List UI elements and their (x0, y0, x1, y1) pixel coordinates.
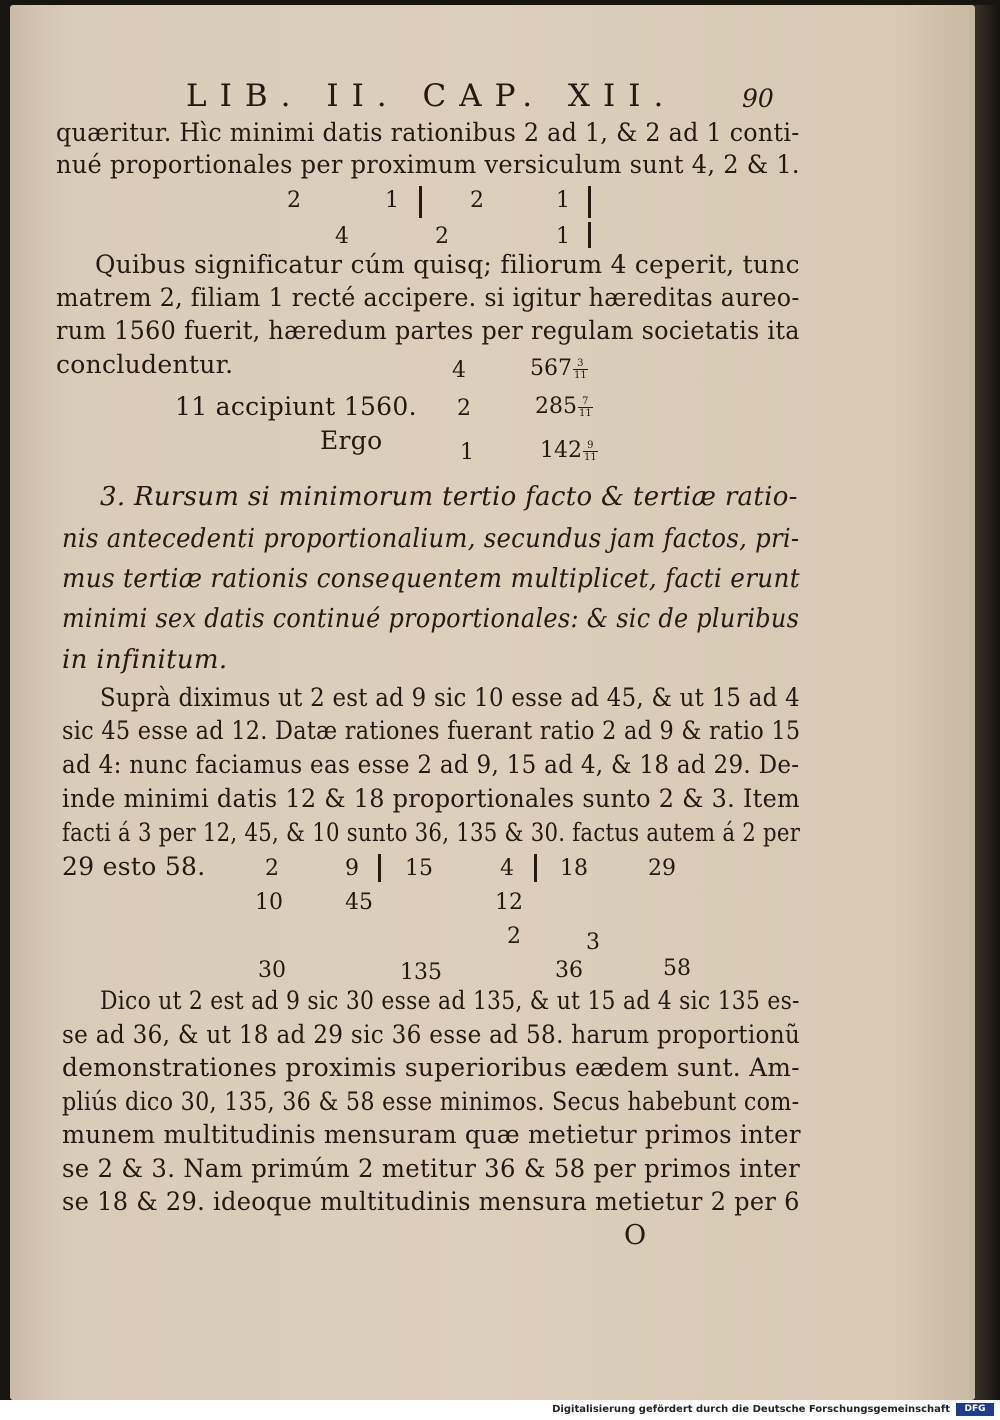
proposition-line: 3. Rursum si minimorum tertio facto & tertiæ ratio- (100, 482, 798, 512)
scheme-number: 45 (345, 890, 373, 915)
scheme-number: 36 (555, 958, 583, 983)
ergo-label: Ergo (320, 426, 383, 455)
division-statement: 11 accipiunt 1560. (175, 392, 417, 421)
text-line: matrem 2, filiam 1 recté accipere. si igitur hæreditas aureo- (56, 283, 800, 312)
share-whole: 285 (535, 394, 577, 419)
text-line: Quibus significatur cúm quisq; filiorum 4 ceperit, tunc (95, 250, 800, 279)
scheme-number: 1 (385, 188, 399, 213)
share-whole: 567 (530, 356, 572, 381)
text-line: Suprà diximus ut 2 est ad 9 sic 10 esse ad 45, & ut 15 ad 4 (100, 683, 800, 712)
scheme-divider (378, 854, 381, 882)
share-fraction: $\frac{7}{11}$ (579, 395, 592, 419)
scheme-number: 58 (663, 956, 691, 981)
text-line: munem multitudinis mensuram quæ metietur primos inter (62, 1120, 801, 1149)
scheme-number: 3 (586, 930, 600, 955)
scheme-number: 18 (560, 856, 588, 881)
part-value: 2 (457, 396, 471, 421)
proposition-line: minimi sex datis continué proportionales: & sic de pluribus (62, 604, 800, 634)
share-fraction: $\frac{3}{11}$ (574, 357, 587, 381)
share-value (540, 438, 598, 463)
scheme-number: 1 (556, 224, 570, 249)
share-value (535, 394, 593, 419)
scheme-number: 15 (405, 856, 433, 881)
scheme-divider (419, 186, 422, 218)
text-line: sic 45 esse ad 12. Datæ rationes fuerant ratio 2 ad 9 & ratio 15 (62, 716, 801, 745)
text-line: 29 esto 58. (62, 852, 206, 881)
text-line: se 18 & 29. ideoque multitudinis mensura metietur 2 per 6 (62, 1187, 800, 1216)
proposition-line: mus tertiæ rationis consequentem multiplicet, facti erunt (62, 564, 800, 594)
scheme-number: 4 (335, 224, 349, 249)
page-number: 90 (742, 84, 774, 113)
text-line: demonstrationes proximis superioribus eædem sunt. Am- (62, 1053, 800, 1082)
page-edge-shadow (975, 5, 1000, 1400)
text-line: facti á 3 per 12, 45, & 10 sunto 36, 135 & 30. factus autem á 2 per (62, 818, 801, 847)
text-line: rum 1560 fuerit, hæredum partes per regulam societatis ita (56, 316, 800, 345)
text-line: pliús dico 30, 135, 36 & 58 esse minimos. Secus habebunt com- (62, 1087, 800, 1116)
scheme-number: 1 (556, 188, 570, 213)
text-line: Dico ut 2 est ad 9 sic 30 esse ad 135, & ut 15 ad 4 sic 135 es- (100, 986, 800, 1015)
scheme-number: 2 (265, 856, 279, 881)
scheme-number: 2 (507, 924, 521, 949)
scheme-number: 2 (435, 224, 449, 249)
scheme-number: 135 (400, 960, 442, 985)
scheme-number: 12 (495, 890, 523, 915)
catchword: O (624, 1220, 647, 1251)
share-whole: 142 (540, 438, 582, 463)
scheme-number: 4 (500, 856, 514, 881)
text-line: se 2 & 3. Nam primúm 2 metitur 36 & 58 per primos inter (62, 1154, 801, 1183)
digitization-footer (0, 1400, 1000, 1420)
proposition-line: in infinitum. (62, 645, 228, 675)
text-line: se ad 36, & ut 18 ad 29 sic 36 esse ad 58. harum proportionũ (62, 1020, 801, 1049)
text-line: concludentur. (56, 350, 234, 379)
scheme-number: 29 (648, 856, 676, 881)
footer-credit: Digitalisierung gefördert durch die Deutsche Forschungsgemeinschaft (552, 1404, 950, 1415)
text-line: ad 4: nunc faciamus eas esse 2 ad 9, 15 ad 4, & 18 ad 29. De- (62, 750, 800, 779)
scheme-divider (534, 854, 537, 882)
text-line: inde minimi datis 12 & 18 proportionales sunto 2 & 3. Item (62, 784, 801, 813)
text-line: quæritur. Hìc minimi datis rationibus 2 ad 1, & 2 ad 1 conti- (56, 118, 800, 147)
dfg-logo: DFG (956, 1403, 994, 1416)
scheme-number: 9 (345, 856, 359, 881)
scheme-divider (588, 186, 591, 218)
scheme-divider (588, 222, 591, 248)
share-value (530, 356, 588, 381)
part-value: 1 (460, 440, 474, 465)
scheme-number: 10 (255, 890, 283, 915)
share-fraction: $\frac{9}{11}$ (584, 439, 597, 463)
scheme-number: 30 (258, 958, 286, 983)
proposition-line: nis antecedenti proportionalium, secundus jam factos, pri- (62, 524, 800, 554)
running-title: LIB. II. CAP. XII. (186, 78, 677, 114)
scheme-number: 2 (287, 188, 301, 213)
part-value: 4 (452, 358, 466, 383)
scheme-number: 2 (470, 188, 484, 213)
text-line: nué proportionales per proximum versiculum sunt 4, 2 & 1. (56, 150, 800, 179)
